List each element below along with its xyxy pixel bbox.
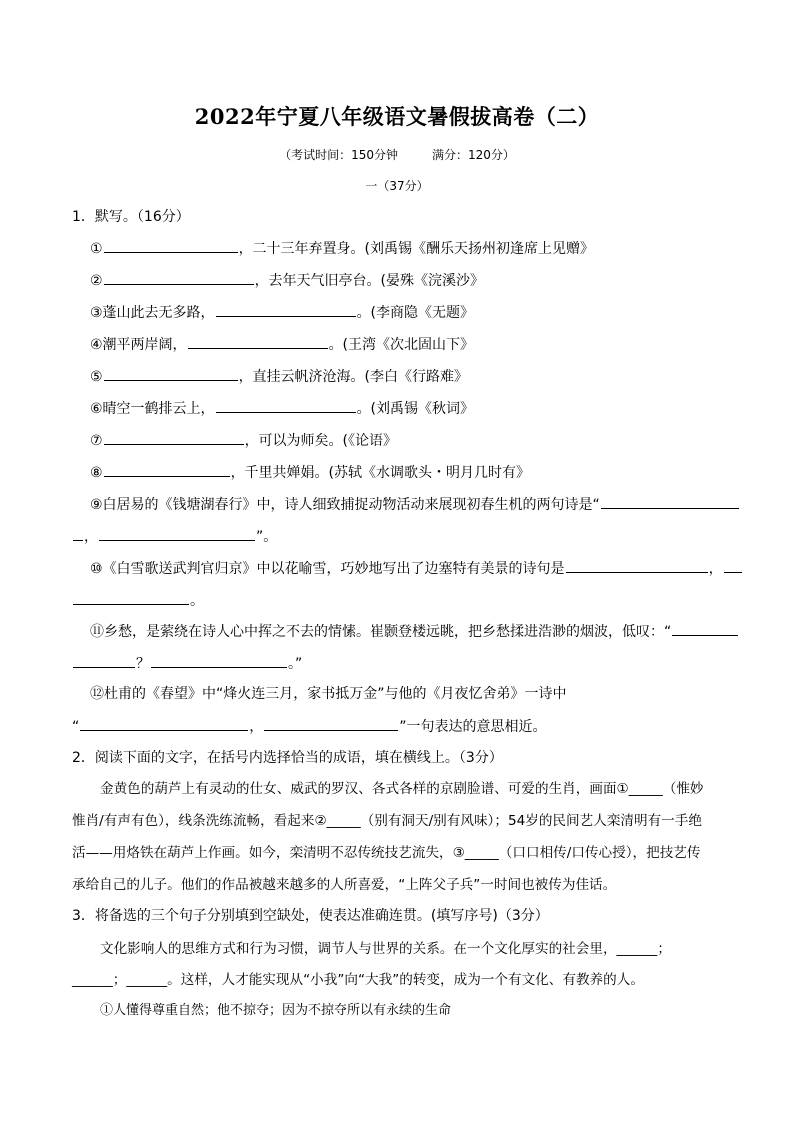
q1-item-3: ③蓬山此去无多路， 。(李商隐《无题》 [90,302,474,323]
q1-item-2: ② ，去年天气旧亭台。(晏殊《浣溪沙》 [90,270,484,291]
answer-blank[interactable] [73,526,83,541]
answer-blank[interactable] [104,270,254,285]
q1-item-9-cont: ， ”。 [72,526,277,547]
answer-blank[interactable] [188,334,328,349]
q1-item-12: ⑫杜甫的《春望》中“烽火连三月，家书抵万金”与他的《月夜忆舍弟》一诗中 [90,686,567,702]
q1-item-11-cont: ？ 。” [72,653,302,674]
section-heading: 一（37分） [365,179,429,193]
q2-paragraph-line: 活——用烙铁在葫芦上作画。如今，栾清明不忍传统技艺流失，③_____（口口相传/口传心授），把技艺传 [72,845,701,861]
q1-item-7: ⑦ ，可以为师矣。(《论语》 [90,430,397,451]
exam-time: （考试时间：150分钟 [279,148,398,162]
answer-blank[interactable] [73,653,135,668]
q1-item-4: ④潮平两岸阔， 。(王湾《次北固山下》 [90,334,474,355]
q3-option-1: ①人懂得尊重自然；他不掠夺；因为不掠夺所以有永续的生命 [100,1003,452,1018]
q3-paragraph-line: 文化影响人的思维方式和行为习惯，调节人与世界的关系。在一个文化厚实的社会里，______； [100,941,671,957]
answer-blank[interactable] [672,621,738,636]
answer-blank[interactable] [264,716,398,731]
page-title: 2022年宁夏八年级语文暑假拔高卷（二） [194,104,600,129]
answer-blank[interactable] [99,526,255,541]
q1-heading: 1．默写。（16分） [72,209,190,225]
q1-item-6: ⑥晴空一鹤排云上， 。(刘禹锡《秋词》 [90,398,474,419]
answer-blank[interactable] [216,302,356,317]
q1-item-1: ① ，二十三年弃置身。(刘禹锡《酬乐天扬州初逢席上见赠》 [90,238,594,259]
answer-blank[interactable] [73,590,189,605]
q2-paragraph-line: 承给自己的儿子。他们的作品被越来越多的人所喜爱，“上阵父子兵”一时间也被传为佳话。 [72,877,617,893]
q1-item-11: ⑪乡愁，是萦绕在诗人心中挥之不去的情愫。崔颢登楼远眺，把乡愁揉进浩渺的烟波，低叹：“ [90,621,739,642]
answer-blank[interactable] [104,430,244,445]
answer-blank[interactable] [216,398,356,413]
answer-blank[interactable] [104,238,238,253]
q1-item-9: ⑨白居易的《钱塘湖春行》中，诗人细致捕捉动物活动来展现初春生机的两句诗是“ [90,494,740,515]
q1-item-5: ⑤ ，直挂云帆济沧海。(李白《行路难》 [90,366,468,387]
q1-item-10-cont: 。 [72,590,204,611]
answer-blank[interactable] [104,462,230,477]
answer-blank[interactable] [724,558,742,573]
q1-item-10: ⑩《白雪歌送武判官归京》中以花喻雪，巧妙地写出了边塞特有美景的诗句是 ， [90,558,743,579]
q2-heading: 2．阅读下面的文字，在括号内选择恰当的成语，填在横线上。（3分） [72,750,503,766]
answer-blank[interactable] [151,653,287,668]
q3-paragraph-line: ______；______。这样，人才能实现从“小我”向“大我”的转变，成为一个有文化、有教养的人。 [72,972,644,988]
answer-blank[interactable] [104,366,238,381]
answer-blank[interactable] [566,558,708,573]
exam-score: 满分：120分） [432,148,515,162]
q3-heading: 3．将备选的三个句子分别填到空缺处，使表达准确连贯。(填写序号)（3分） [72,908,549,924]
answer-blank[interactable] [601,494,739,509]
answer-blank[interactable] [80,716,248,731]
exam-info [0,146,794,163]
q1-item-12-cont: “ ， ”一句表达的意思相近。 [72,716,547,737]
q2-paragraph-line: 惟肖/有声有色），线条洗练流畅，看起来②_____（别有洞天/别有风味）；54岁的民间艺人栾清明有一手绝 [72,813,702,829]
q2-paragraph-line: 金黄色的葫芦上有灵动的仕女、威武的罗汉、各式各样的京剧脸谱、可爱的生肖，画面①_____（惟妙 [100,781,704,797]
q1-item-8: ⑧ ，千里共婵娟。(苏轼《水调歌头・明月几时有》 [90,462,530,483]
